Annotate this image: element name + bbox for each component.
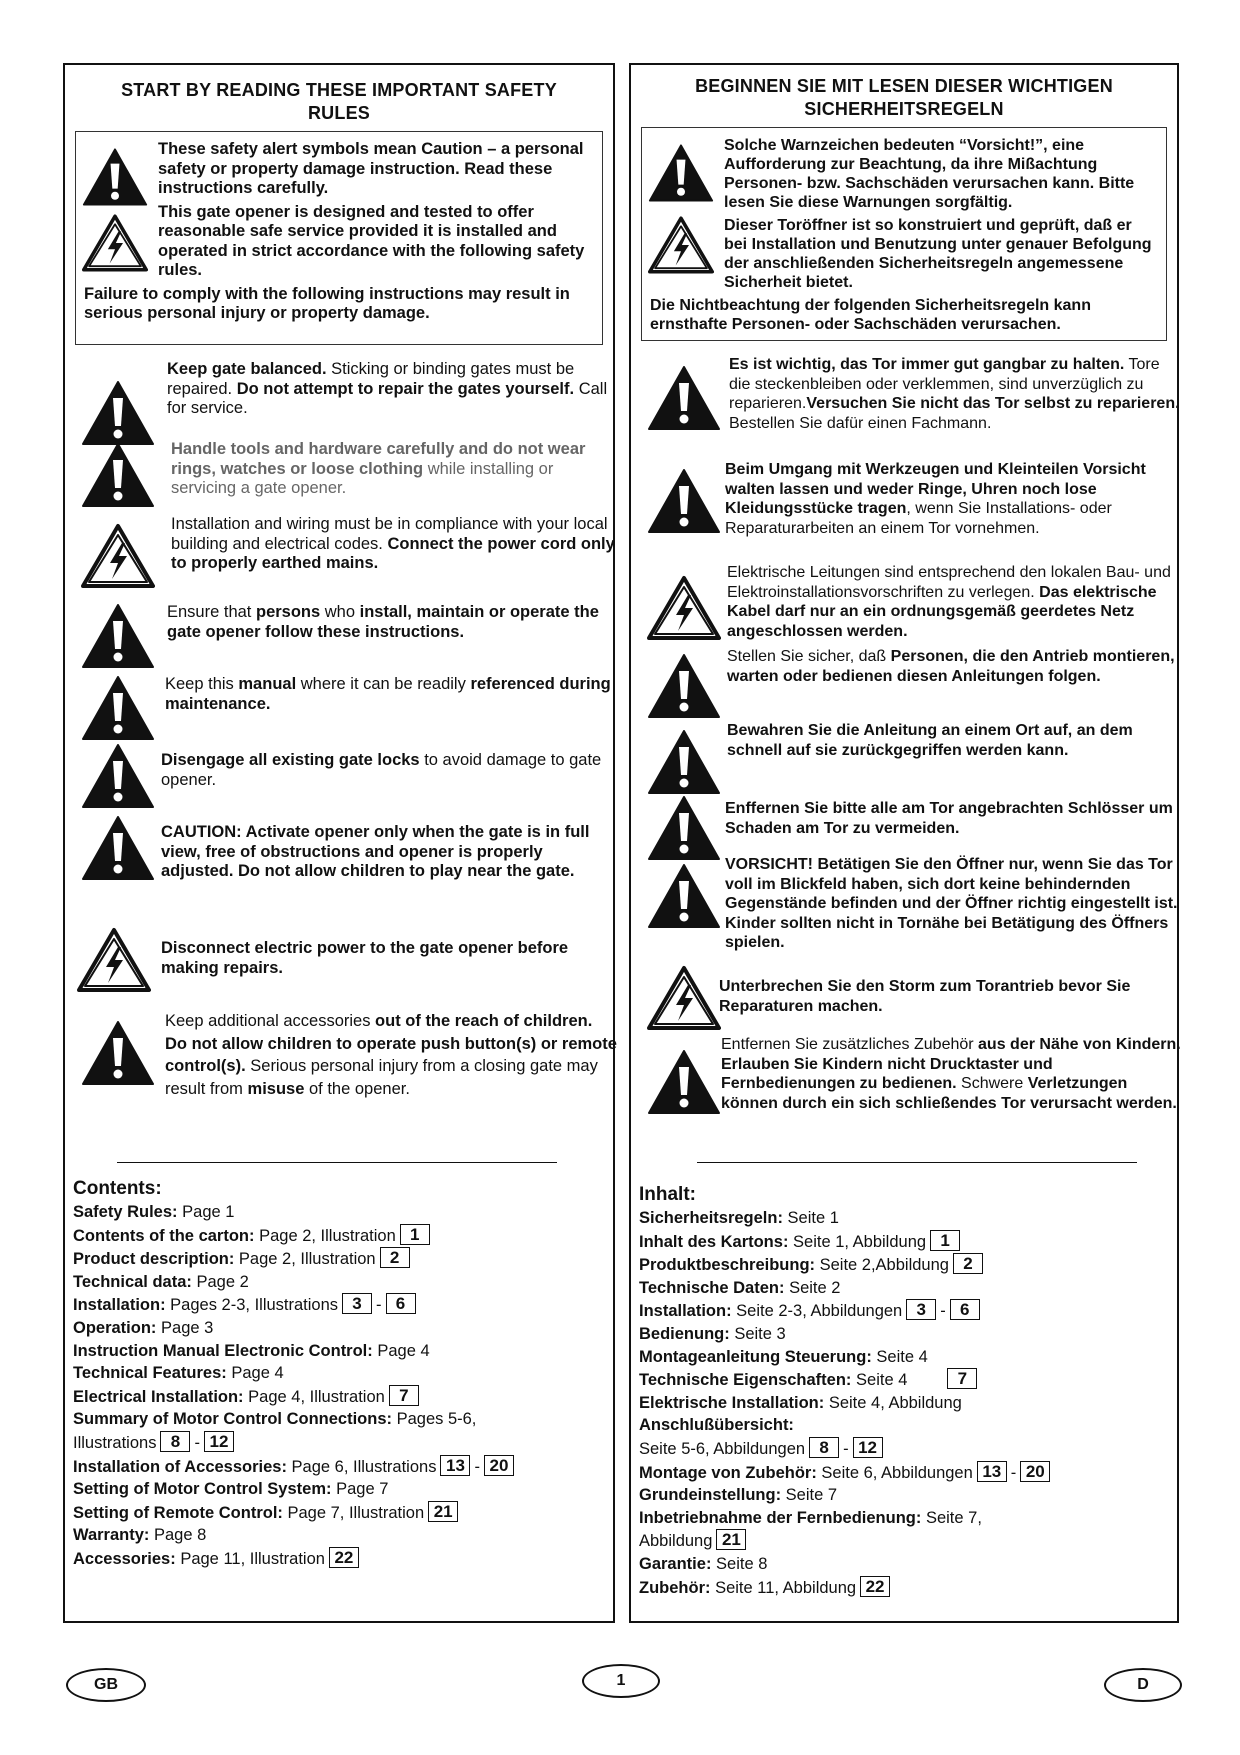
caution-icon: [81, 675, 155, 741]
list-item: Seite 5-6, Abbildungen 8 - 12: [639, 1437, 1054, 1461]
safety-alert-box: [641, 127, 1167, 341]
caution-icon: [81, 815, 155, 881]
illustration-number: 22: [329, 1547, 359, 1568]
safety-rule: Bewahren Sie die Anleitung an einem Ort auf, an dem schnell auf sie zurückgegriffen werden kann.: [647, 721, 1181, 760]
contents-title: Inhalt:: [639, 1184, 696, 1205]
list-item: Setting of Remote Control: Page 7, Illustration 21: [73, 1501, 518, 1525]
alert-paragraph: This gate opener is designed and tested to offer reasonable safe service provided it is installed and operated in strict accordance with the following safety rules.: [158, 202, 585, 279]
alert-paragraph: These safety alert symbols mean Caution – a personal safety or property damage instruction. Read these instructions carefully.: [158, 140, 584, 197]
illustration-number: 22: [860, 1576, 890, 1597]
list-item: Summary of Motor Control Connections: Pages 5-6,: [73, 1410, 477, 1429]
list-item: Montageanleitung Steuerung: Seite 4: [639, 1347, 928, 1366]
electric-hazard-icon: [82, 212, 148, 274]
list-item: Produktbeschreibung: Seite 2,Abbildung 2: [639, 1253, 1054, 1277]
illustration-number: 21: [716, 1529, 746, 1550]
language-badge-gb: GB: [66, 1668, 146, 1702]
caution-icon: [647, 365, 721, 431]
list-item: Grundeinstellung: Seite 7: [639, 1486, 838, 1505]
caution-icon: [647, 795, 721, 861]
electric-hazard-icon: [648, 214, 714, 276]
safety-rule: Entfernen Sie zusätzliches Zubehör aus der Nähe von Kindern. Erlauben Sie Kindern nicht Drucktaster und Fernbedienungen zu bedienen. Schwere Verletzungen können durch ein sich schließendes Tor verursacht werden.: [647, 1035, 1181, 1113]
caution-icon: [647, 729, 721, 795]
german-column: [629, 63, 1179, 1623]
list-item: Installation: Seite 2-3, Abbildungen 3 - 6: [639, 1299, 1054, 1323]
list-item: Safety Rules: Page 1: [73, 1203, 235, 1221]
alert-paragraph: Solche Warnzeichen bedeuten “Vorsicht!”, eine Aufforderung zur Beachtung, da ihre Mißachtung Personen- bzw. Sachschäden verursachen kann. Bitte lesen Sie diese Warnungen sorgfältig.: [724, 137, 1135, 211]
caution-icon: [81, 1020, 155, 1086]
safety-rule: Ensure that persons who install, maintain or operate the gate opener follow these instructions.: [81, 603, 617, 642]
safety-rule: Disengage all existing gate locks to avoid damage to gate opener.: [81, 743, 617, 790]
illustration-number: 21: [428, 1501, 458, 1522]
list-item: Inbetriebnahme der Fernbedienung: Seite 7,: [639, 1508, 982, 1527]
illustration-number: 6: [386, 1293, 416, 1314]
alert-warning: Die Nichtbeachtung der folgenden Sicherheitsregeln kann ernsthafte Personen- oder Sachschäden verursachen.: [650, 297, 1091, 333]
illustration-number: 3: [342, 1293, 372, 1314]
illustration-number: 13: [977, 1461, 1007, 1482]
list-item: Abbildung 21: [639, 1529, 1054, 1553]
safety-rule: Handle tools and hardware carefully and do not wear rings, watches or loose clothing while installing or servicing a gate opener.: [81, 440, 617, 499]
caution-icon: [81, 380, 155, 446]
caution-icon: [81, 442, 155, 508]
list-item: Setting of Motor Control System: Page 7: [73, 1480, 389, 1499]
list-item: Technical Features: Page 4: [73, 1364, 284, 1383]
list-item: Operation: Page 3: [73, 1318, 214, 1337]
list-item: Electrical Installation: Page 4, Illustration 7: [73, 1385, 518, 1409]
illustration-number: 20: [1020, 1461, 1050, 1482]
safety-rule: Enffernen Sie bitte alle am Tor angebrachten Schlösser um Schaden am Tor zu vermeiden.: [647, 795, 1181, 838]
caution-icon: [81, 603, 155, 669]
divider: [117, 1162, 557, 1163]
list-item: Garantie: Seite 8: [639, 1554, 768, 1573]
list-item: Instruction Manual Electronic Control: Page 4: [73, 1341, 430, 1360]
page-number: 1: [582, 1664, 660, 1698]
caution-icon: [648, 142, 714, 204]
electric-hazard-icon: [81, 523, 155, 589]
alert-paragraph: Dieser Toröffner ist so konstruiert und geprüft, daß er bei Installation und Benutzung unter genauer Befolgung der anschließenden Sicherheitsregeln angemessene Sicherheit bietet.: [724, 217, 1152, 291]
list-item: Inhalt des Kartons: Seite 1, Abbildung 1: [639, 1230, 1054, 1254]
list-item: Zubehör: Seite 11, Abbildung 22: [639, 1576, 1054, 1600]
list-item: Accessories: Page 11, Illustration 22: [73, 1547, 518, 1571]
list-item: Contents of the carton: Page 2, Illustration 1: [73, 1224, 518, 1248]
caution-icon: [647, 653, 721, 719]
safety-rule: CAUTION: Activate opener only when the gate is in full view, free of obstructions and opener is properly adjusted. Do not allow children to play near the gate.: [81, 815, 617, 882]
illustration-number: 2: [953, 1253, 983, 1274]
language-badge-de: D: [1104, 1668, 1182, 1702]
english-column: [63, 63, 615, 1623]
safety-rule: Beim Umgang mit Werkzeugen und Kleinteilen Vorsicht walten lassen und weder Ringe, Uhren noch lose Kleidungsstücke tragen, wenn Sie Installations- oder Reparaturarbeiten an einem Tor vornehmen.: [647, 460, 1181, 538]
list-item: Product description: Page 2, Illustration 2: [73, 1247, 518, 1271]
divider: [697, 1162, 1137, 1163]
illustration-number: 2: [380, 1247, 410, 1268]
list-item: Bedienung: Seite 3: [639, 1324, 786, 1343]
electric-hazard-icon: [647, 575, 721, 641]
list-item: Warranty: Page 8: [73, 1526, 207, 1545]
caution-icon: [82, 146, 148, 208]
safety-rule: Es ist wichtig, das Tor immer gut gangbar zu halten. Tore die steckenbleiben oder verklemmen, sind unverzüglich zu reparieren.Versuchen Sie nicht das Tor selbst zu reparieren. Bestellen Sie dafür einen Fachmann.: [647, 355, 1181, 433]
list-item: Technische Daten: Seite 2: [639, 1278, 841, 1297]
illustration-number: 20: [484, 1455, 514, 1476]
safety-rule: Keep additional accessories out of the reach of children. Do not allow children to operate push button(s) or remote control(s). Serious personal injury from a closing gate may result from misuse of the opener.: [81, 1010, 617, 1100]
list-item: Montage von Zubehör: Seite 6, Abbildungen 13 - 20: [639, 1461, 1054, 1485]
list-item: Sicherheitsregeln: Seite 1: [639, 1209, 839, 1227]
safety-rule: Keep this manual where it can be readily referenced during maintenance.: [81, 675, 617, 714]
caution-icon: [647, 863, 721, 929]
contents-title: Contents:: [73, 1178, 162, 1199]
safety-rule: Disconnect electric power to the gate opener before making repairs.: [77, 927, 617, 978]
list-item: Installation: Pages 2-3, Illustrations 3 - 6: [73, 1293, 518, 1317]
list-item: Illustrations 8 - 12: [73, 1431, 518, 1455]
safety-rule: VORSICHT! Betätigen Sie den Öffner nur, wenn Sie das Tor voll im Blickfeld haben, sich dort keine behindernden Gegenstände befinden und der Öffner richtig eingestellt ist. Kinder sollten nicht in Tornähe bei Betätigung des Öffners spielen.: [647, 855, 1181, 953]
illustration-number: 7: [389, 1385, 419, 1406]
illustration-number: 13: [440, 1455, 470, 1476]
illustration-number: 1: [930, 1230, 960, 1251]
illustration-number: 12: [204, 1431, 234, 1452]
illustration-number: 8: [160, 1431, 190, 1452]
caution-icon: [647, 468, 721, 534]
illustration-number: 7: [947, 1368, 977, 1389]
list-item: Anschlußübersicht:: [639, 1416, 794, 1435]
alert-warning: Failure to comply with the following instructions may result in serious personal injury or property damage.: [84, 284, 570, 322]
contents-list: [639, 1183, 1054, 1599]
safety-rule: Elektrische Leitungen sind entsprechend den lokalen Bau- und Elektroinstallationsvorschriften zu verlegen. Das elektrische Kabel darf nur an ein ordnungsgemäß geerdetes Netz angeschlossen werden.: [647, 563, 1185, 641]
caution-icon: [647, 1049, 721, 1115]
illustration-number: 3: [906, 1299, 936, 1320]
safety-rule: Installation and wiring must be in compliance with your local building and electrical codes. Connect the power cord only to properly earthed mains.: [81, 515, 617, 574]
list-item: Technische Eigenschaften: Seite 4 7: [639, 1368, 1054, 1392]
list-item: Technical data: Page 2: [73, 1272, 249, 1291]
illustration-number: 12: [853, 1437, 883, 1458]
illustration-number: 6: [950, 1299, 980, 1320]
contents-list: [73, 1177, 518, 1571]
list-item: Installation of Accessories: Page 6, Illustrations 13 - 20: [73, 1455, 518, 1479]
safety-rule: Unterbrechen Sie den Storm zum Torantrieb bevor Sie Reparaturen machen.: [647, 965, 1181, 1016]
list-item: Elektrische Installation: Seite 4, Abbildung: [639, 1393, 962, 1412]
illustration-number: 1: [400, 1224, 430, 1245]
electric-hazard-icon: [647, 965, 721, 1031]
caution-icon: [81, 743, 155, 809]
safety-rule: Keep gate balanced. Sticking or binding gates must be repaired. Do not attempt to repair the gates yourself. Call for service.: [81, 360, 617, 419]
electric-hazard-icon: [77, 927, 151, 993]
safety-alert-box: [75, 131, 603, 345]
illustration-number: 8: [809, 1437, 839, 1458]
safety-rule: Stellen Sie sicher, daß Personen, die den Antrieb montieren, warten oder bedienen diesen Anleitungen folgen.: [647, 647, 1181, 686]
page-title: START BY READING THESE IMPORTANT SAFETY RULES: [121, 80, 557, 123]
page-title: BEGINNEN SIE MIT LESEN DIESER WICHTIGEN SICHERHEITSREGELN: [695, 76, 1113, 119]
